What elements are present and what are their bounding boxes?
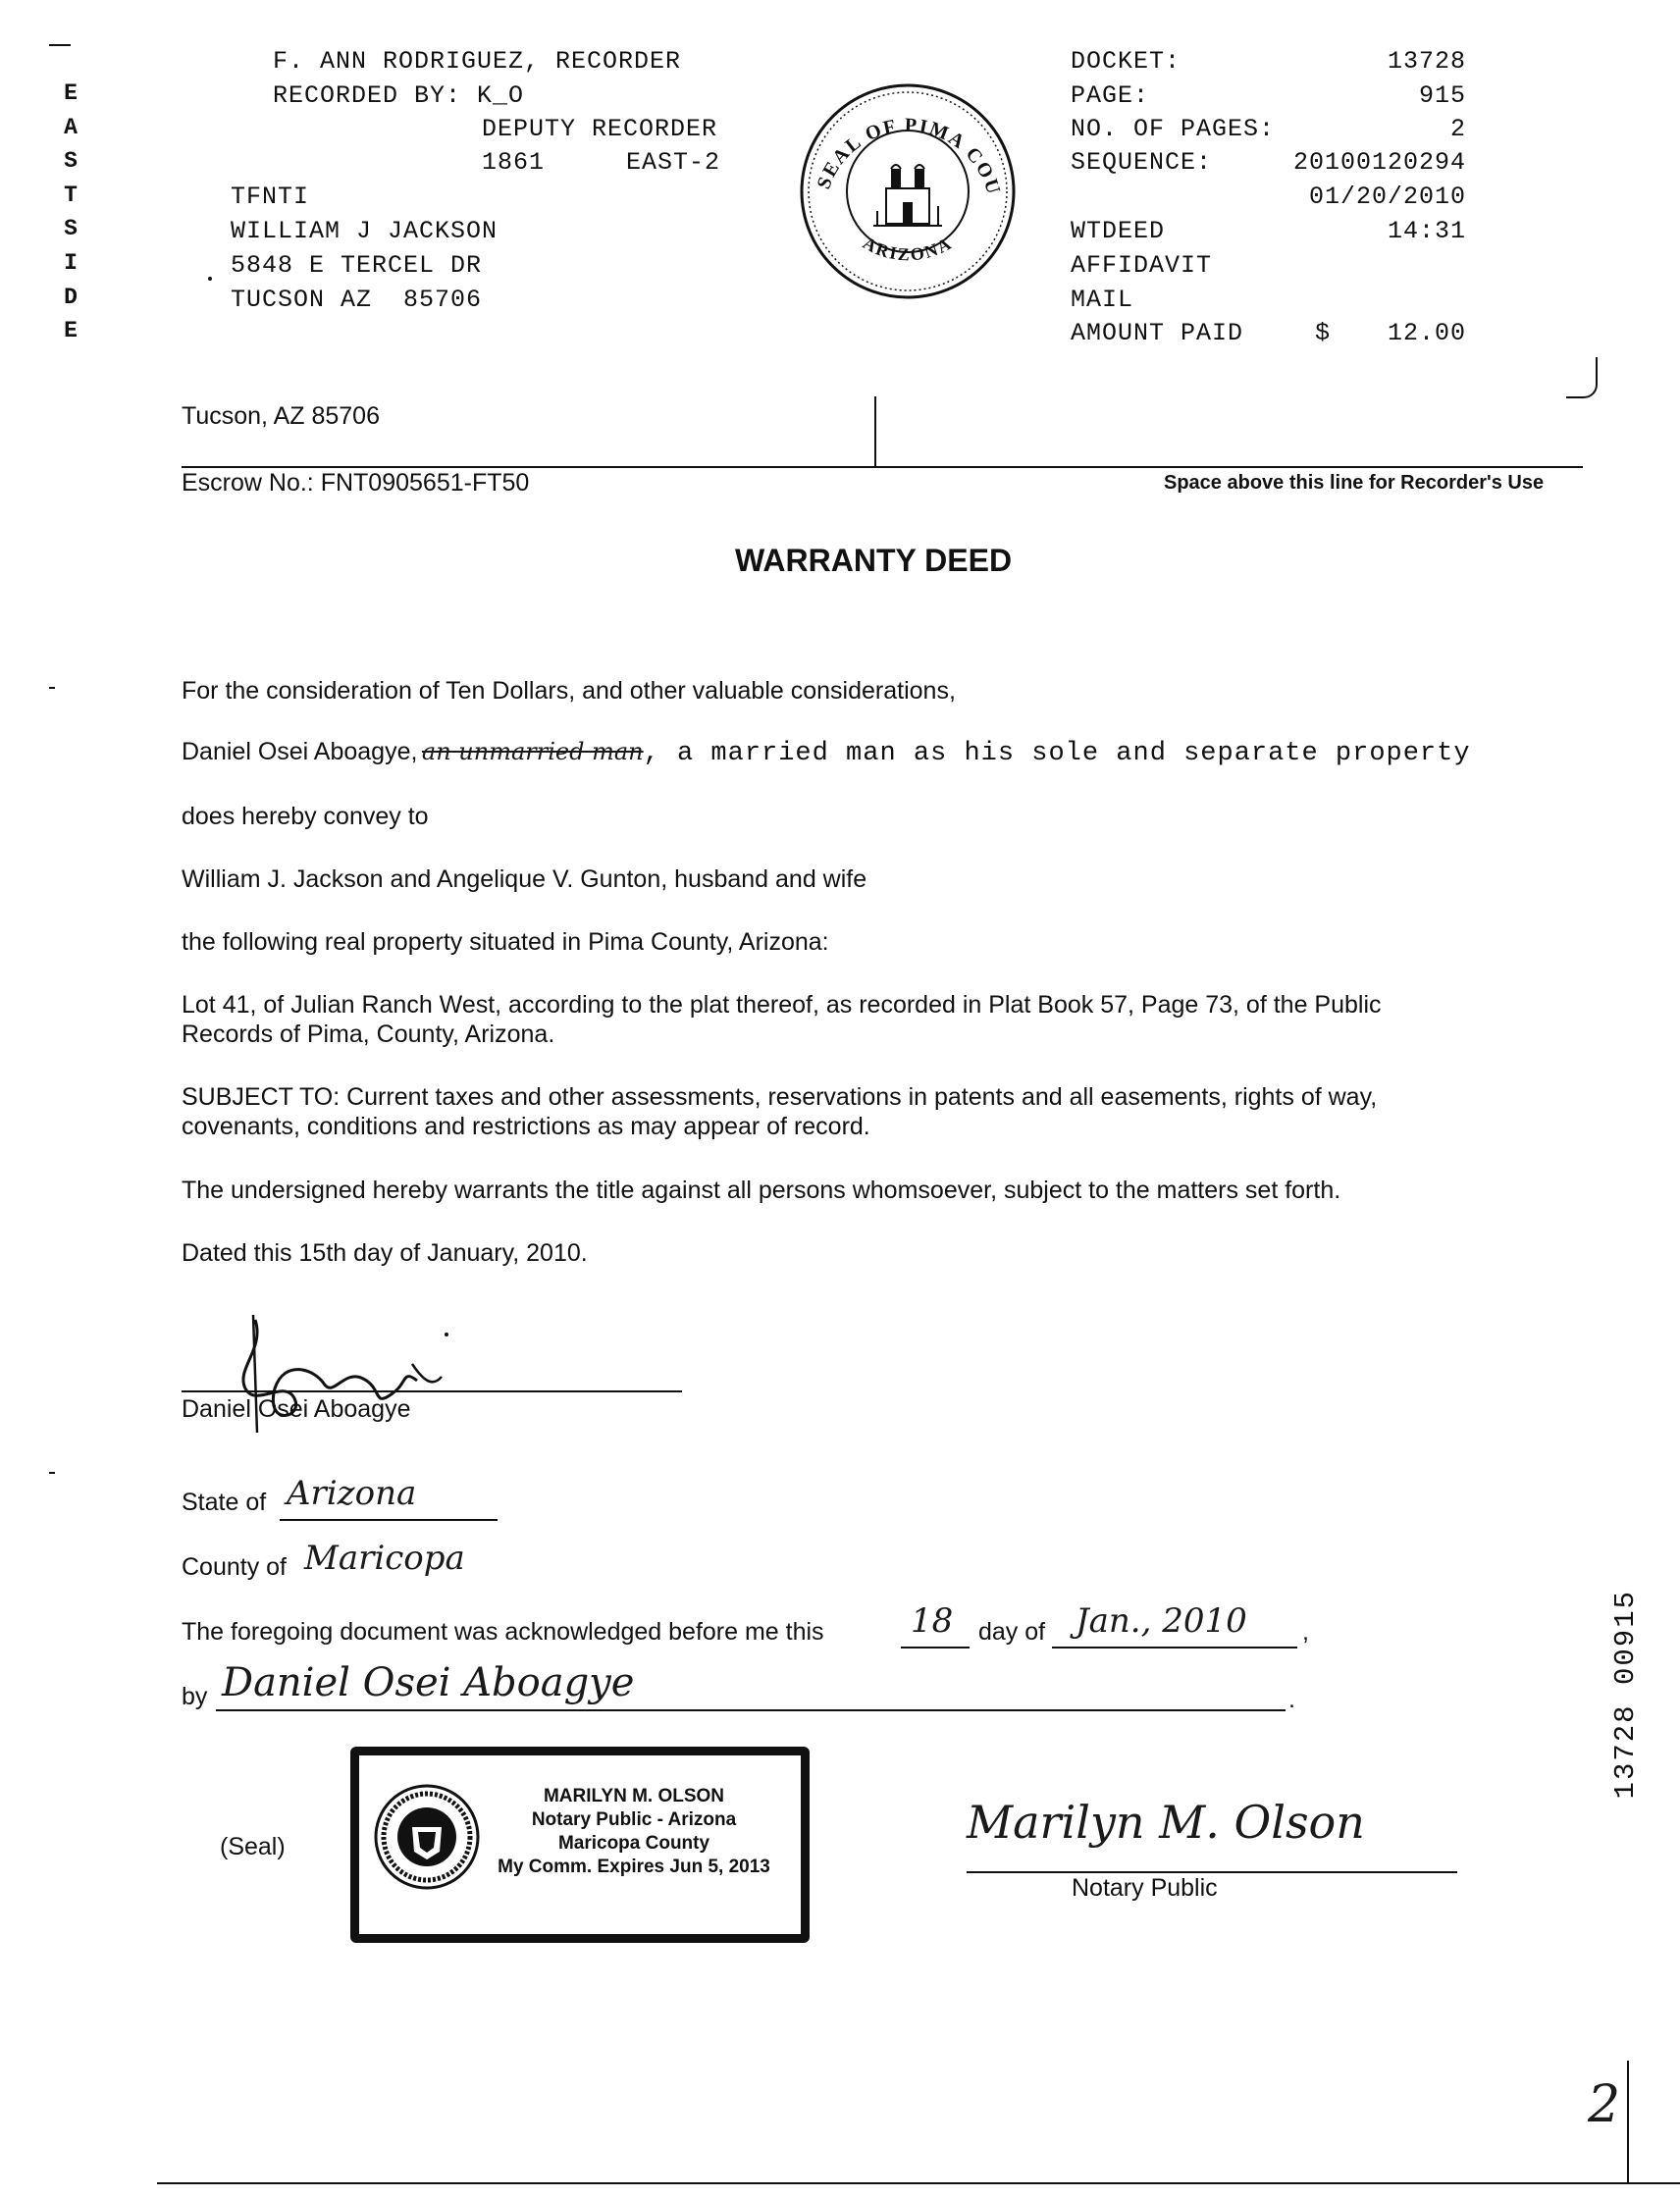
page-label: PAGE: <box>1071 81 1150 110</box>
subject-to-line1: SUBJECT TO: Current taxes and other assessments, reservations in patents and all easements, rights of way, <box>182 1083 1378 1111</box>
acknowledgment-text: The foregoing document was acknowledged before me this <box>182 1618 824 1646</box>
margin-dash <box>49 44 71 46</box>
return-city: TUCSON AZ 85706 <box>231 286 483 314</box>
ack-comma: , <box>1302 1618 1309 1646</box>
dated-line: Dated this 15th day of January, 2010. <box>182 1239 588 1267</box>
recording-time: 14:31 <box>1387 217 1466 245</box>
recording-date: 01/20/2010 <box>1308 183 1466 211</box>
recorded-by: RECORDED BY: K_O <box>273 81 525 110</box>
escrow-number: Escrow No.: FNT0905651-FT50 <box>182 469 530 497</box>
margin-letter: S <box>64 216 78 242</box>
margin-dash <box>49 1472 55 1474</box>
grantor-line <box>182 738 1471 768</box>
margin-letter: I <box>64 249 78 276</box>
ack-day-handwritten: 18 <box>911 1601 954 1641</box>
day-of-text: day of <box>978 1618 1046 1646</box>
document-type: WTDEED <box>1071 217 1166 245</box>
grantor-typed-text: , a married man as his sole and separate property <box>643 739 1471 768</box>
state-label: State of <box>182 1489 267 1516</box>
by-label: by <box>182 1683 208 1710</box>
page-bottom-edge <box>157 2182 1680 2184</box>
notary-signature: Marilyn M. Olson <box>967 1796 1365 1849</box>
by-period: . <box>1288 1686 1295 1713</box>
warranty-statement: The undersigned hereby warrants the title against all persons whomsoever, subject to the matters set forth. <box>182 1177 1341 1204</box>
county-label: County of <box>182 1553 288 1581</box>
margin-dash <box>49 687 55 689</box>
address-divider-vertical <box>874 396 876 467</box>
affidavit-label: AFFIDAVIT <box>1071 251 1213 280</box>
subject-to-line2: covenants, conditions and restrictions as may appear of record. <box>182 1113 870 1140</box>
state-handwritten: Arizona <box>287 1474 417 1513</box>
pages-label: NO. OF PAGES: <box>1071 115 1276 143</box>
notary-stamp <box>350 1747 810 1943</box>
margin-letter: D <box>64 284 78 310</box>
by-underline <box>216 1709 1286 1711</box>
sequence-value: 20100120294 <box>1292 148 1466 177</box>
margin-letter: E <box>64 80 78 106</box>
deputy-number: 1861 <box>482 148 546 177</box>
margin-letter: E <box>64 318 78 344</box>
seal-label: (Seal) <box>220 1833 286 1860</box>
svg-text:ARIZONA <box>860 233 956 264</box>
county-handwritten: Maricopa <box>304 1539 465 1578</box>
title-company-code: TFNTI <box>231 183 310 211</box>
grantor-name: Daniel Osei Aboagye, <box>182 738 418 765</box>
property-intro: the following real property situated in Pima County, Arizona: <box>182 928 829 956</box>
grantees: William J. Jackson and Angelique V. Gunton, husband and wife <box>182 865 867 893</box>
deputy-location: EAST-2 <box>626 148 721 177</box>
return-name: WILLIAM J JACKSON <box>231 217 499 245</box>
deputy-recorder: DEPUTY RECORDER <box>482 115 718 143</box>
notary-seal-icon <box>373 1783 481 1891</box>
notary-county: Maricopa County <box>557 1833 710 1854</box>
eastside-margin-letters <box>59 80 82 352</box>
bracket-mark <box>1566 357 1598 398</box>
vertical-docket-stamp: 13728 00915 <box>1609 1590 1642 1800</box>
recorder-space-note: Space above this line for Recorder's Use <box>1164 472 1545 494</box>
by-handwritten-name: Daniel Osei Aboagye <box>222 1660 635 1705</box>
stray-dot <box>208 277 212 281</box>
recorder-name: F. ANN RODRIGUEZ, RECORDER <box>273 47 682 76</box>
seal-icon <box>795 78 1021 304</box>
page-number-mark: 2 <box>1588 2075 1621 2134</box>
notary-title: Notary Public <box>1072 1874 1218 1902</box>
amount-value: 12.00 <box>1387 319 1466 347</box>
docket-value: 13728 <box>1387 47 1466 76</box>
seal-bottom-text: ARIZONA <box>860 233 956 265</box>
amount-label: AMOUNT PAID <box>1071 319 1244 347</box>
margin-letter: S <box>64 148 78 175</box>
signature-line <box>182 1390 682 1392</box>
sequence-label: SEQUENCE: <box>1071 148 1213 177</box>
consideration-text: For the consideration of Ten Dollars, and other valuable considerations, <box>182 677 956 705</box>
legal-description-line2: Records of Pima, County, Arizona. <box>182 1020 555 1048</box>
pages-value: 2 <box>1449 115 1466 143</box>
notary-name: MARILYN M. OLSON <box>543 1786 725 1806</box>
legal-description-line1: Lot 41, of Julian Ranch West, according to the plat thereof, as recorded in Plat Book 57, Page 73, of the Public <box>182 991 1382 1019</box>
mail-label: MAIL <box>1071 286 1134 314</box>
recorder-use-line <box>182 466 1583 468</box>
grantor-struck-text: an unmarried man <box>421 738 644 765</box>
ack-day-underline <box>901 1647 970 1648</box>
notary-commission-title: Notary Public - Arizona <box>531 1809 737 1830</box>
currency-symbol: $ <box>1315 319 1332 347</box>
notary-signature-line <box>967 1871 1457 1873</box>
pima-county-seal <box>795 78 1021 304</box>
convey-text: does hereby convey to <box>182 803 429 830</box>
seal-top-text: SEAL OF PIMA COU <box>813 114 1005 199</box>
ack-month-underline <box>1052 1647 1297 1648</box>
state-underline <box>280 1519 498 1521</box>
notary-expiration: My Comm. Expires Jun 5, 2013 <box>498 1857 770 1877</box>
margin-letter: T <box>64 182 78 208</box>
return-city-line: Tucson, AZ 85706 <box>182 402 380 430</box>
notary-stamp-text <box>487 1785 781 1879</box>
page-right-edge-tick <box>1627 2061 1629 2182</box>
page-value: 915 <box>1418 81 1466 110</box>
ack-month-handwritten: Jan., 2010 <box>1076 1601 1247 1641</box>
docket-label: DOCKET: <box>1071 47 1181 76</box>
return-street: 5848 E TERCEL DR <box>231 251 483 280</box>
grantor-printed-name: Daniel Osei Aboagye <box>182 1395 411 1423</box>
margin-letter: A <box>64 114 78 140</box>
deed-title: WARRANTY DEED <box>734 543 1013 578</box>
